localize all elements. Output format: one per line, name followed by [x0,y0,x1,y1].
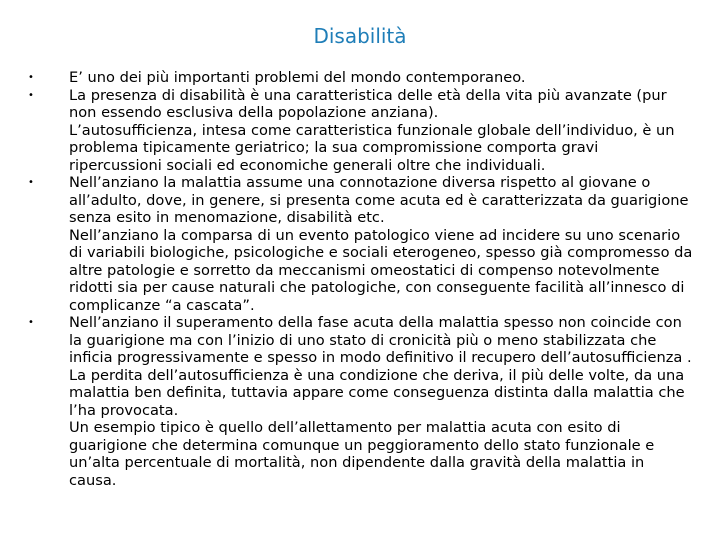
bullet-dot-icon: • [28,89,34,101]
bullet-text: Nell’anziano la malattia assume una connotazione diversa rispetto al giovane o all’adulto, dove, in genere, si presenta come acuta ed è caratterizzata da guarigione senza esito in menomazione, disabilità etc. [69,174,689,226]
bullet-item-1 [28,69,693,87]
bullet-text-continuation: L’autosufficienza, intesa come caratteristica funzionale globale dell’individuo, è un problema tipicamente geriatrico; la sua compromissione comporta gravi ripercussioni sociali ed economiche generali oltre che individuali. [69,121,675,174]
bullet-text: Nell’anziano il superamento della fase acuta della malattia spesso non coincide con la guarigione ma con l’inizio di uno stato di cronicità più o meno stabilizzata che inficia progressivamente e spesso in modo definitivo il recupero dell’autosufficienza . La perdita dell’autosufficienza è una condizione che deriva, il più delle volte, da una malattia ben definita, tuttavia appare come conseguenza distinta dalla malattia che l’ha provocata. [69,314,692,419]
bullet-dot-icon: • [28,317,34,328]
bullet-item-4 [28,314,693,489]
bullet-text-continuation: Nell’anziano la comparsa di un evento patologico viene ad incidere su uno scenario di variabili biologiche, psicologiche e sociali eterogeneo, spesso già compromesso da altre patologie e sorretto da meccanismi omeostatici di compenso notevolmente ridotti sia per cause naturali che patologiche, con conseguente facilità all’innesco di complicanze “a cascata”. [69,226,693,314]
bullet-dot-icon: • [28,177,34,188]
bullet-text: La presenza di disabilità è una caratteristica delle età della vita più avanzate (pur non essendo esclusiva della popolazione anziana). [69,86,667,121]
bullet-text-continuation: Un esempio tipico è quello dell’allettamento per malattia acuta con esito di guarigione che determina comunque un peggioramento dello stato funzionale e un’alta percentuale di mortalità, non dipendente dalla gravità della malattia in causa. [69,419,655,489]
bullet-item-3 [28,174,693,314]
slide-title: Disabilità [313,24,407,48]
bullet-list [28,69,693,489]
bullet-text: E’ uno dei più importanti problemi del mondo contemporaneo. [69,69,526,86]
bullet-dot-icon: • [28,72,34,83]
bullet-item-2 [28,87,693,175]
